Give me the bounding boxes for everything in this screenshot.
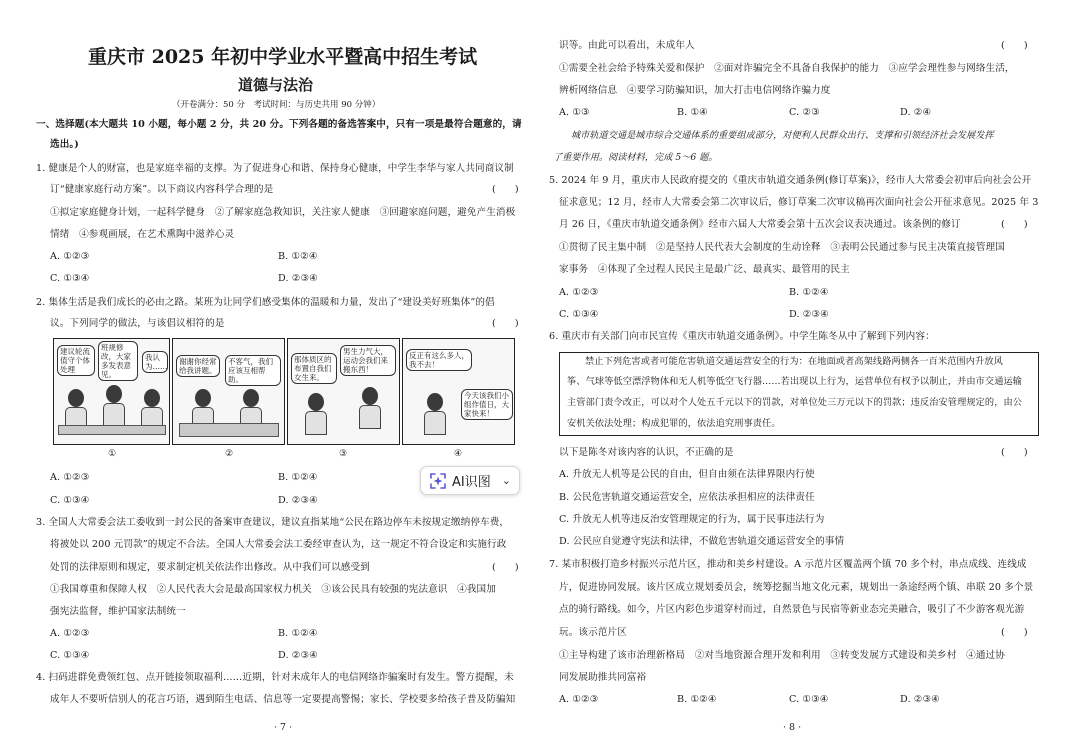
- q7-stem-line1: 7. 某市积极打造乡村振兴示范片区，推动和美乡村建设。A 示范片区覆盖两个镇 70 多个村，串点成线、连线成: [549, 559, 1027, 570]
- page-number-right: · 8 ·: [783, 722, 802, 733]
- student-figure-head: [144, 389, 160, 407]
- material-intro-line2: 了重要作用。阅读材料，完成 5～6 题。: [553, 152, 718, 163]
- student-figure-head: [362, 387, 378, 405]
- q4-options-line2: 辨析网络信息 ④要学习防骗知识，加大打击电信网络诈骗力度: [559, 85, 831, 96]
- comic-panel-1: [53, 338, 170, 445]
- student-figure-head: [68, 389, 84, 407]
- panel3-bubble-b: 男生力气大，运动会我们来搬东西！: [340, 345, 396, 376]
- q4-choice-d: D. ②④: [900, 107, 932, 118]
- regulation-line1: 禁止下列危害或者可能危害轨道交通运营安全的行为：在地面或者高架线路两侧各一百米范围内升放风: [585, 356, 1003, 367]
- panel-number-3: ③: [339, 449, 348, 459]
- panel1-bubble-a: 建议轮流值守个体处理: [57, 345, 95, 376]
- q3-stem-line3: 处罚的法律原则和规定，要求制定机关依法作出修改。从中我们可以感受到: [50, 562, 370, 573]
- q5-options-line2: 家事务 ④体现了全过程人民民主是最广泛、最真实、最管用的民主: [559, 264, 850, 275]
- subject-title: 道德与法治: [238, 76, 314, 94]
- q4-stem-line1: 4. 扫码进群免费领红包、点开链接领取福利……近期，针对未成年人的电信网络诈骗案时有发生。警方提醒，未: [36, 672, 514, 683]
- panel1-bubble-b: 班规修改，大家多发表意见。: [98, 341, 138, 381]
- student-figure-body: [424, 411, 446, 435]
- q5-choice-d: D. ②③④: [789, 309, 829, 320]
- q2-choice-d: D. ②③④: [278, 495, 318, 506]
- student-figure-head: [106, 385, 122, 403]
- q7-choice-d: D. ②③④: [900, 694, 940, 705]
- panel-number-4: ④: [454, 449, 463, 459]
- q2-choice-c: C. ①③④: [50, 495, 90, 506]
- q7-options-line2: 同发展助推共同富裕: [559, 672, 647, 683]
- q1-answer-paren: ( ): [492, 184, 519, 195]
- q3-options-line1: ①我国尊重和保障人权 ②人民代表大会是最高国家权力机关 ③该公民具有较强的宪法意识 ④我国加: [50, 584, 496, 595]
- q5-choice-b: B. ①②④: [789, 287, 829, 298]
- q6-choice-c: C. 升放无人机等违反治安管理规定的行为，属于民事违法行为: [559, 514, 825, 525]
- student-figure-body: [359, 405, 381, 429]
- student-figure-head: [308, 393, 324, 411]
- student-figure-head: [243, 389, 259, 407]
- q7-answer-paren: ( ): [1001, 627, 1028, 638]
- q1-options-line1: ①拟定家庭健身计划，一起科学健身 ②了解家庭急救知识，关注家人健康 ③回避家庭问题，避免产生消极: [50, 207, 516, 218]
- q5-answer-paren: ( ): [1001, 219, 1028, 230]
- panel2-bubble-a: 谢谢你经常给我讲题。: [176, 355, 220, 377]
- regulation-line4: 安机关依法处理；构成犯罪的，依法追究刑事责任。: [567, 418, 781, 429]
- section-header: 一、选择题(本大题共 10 小题，每小题 2 分，共 20 分。下列各题的备选答案中，只有一项是最符合题意的，请: [36, 119, 522, 130]
- q1-choice-d: D. ②③④: [278, 273, 318, 284]
- comic-panel-2: [172, 338, 285, 445]
- q2-stem-line1: 2. 集体生活是我们成长的必由之路。某班为让同学们感受集体的温暖和力量，发出了“建设美好班集体”的倡: [36, 297, 495, 308]
- student-figure-head: [195, 389, 211, 407]
- q3-stem-line2: 将被处以 200 元罚款”的规定不合法。全国人大常委会法工委经审查认为，这一规定不符合设定和实施行政: [50, 539, 507, 550]
- exam-note: （开卷满分：50 分 考试时间：与历史共用 90 分钟）: [172, 100, 381, 110]
- panel-number-1: ①: [108, 449, 117, 459]
- exam-page-right: [545, 0, 1080, 753]
- q3-stem-line1: 3. 全国人大常委会法工委收到一封公民的备案审查建议，建议直指某地“公民在路边停车未按规定缴纳停车费，: [36, 517, 510, 528]
- section-header-cont: 选出。): [50, 139, 79, 150]
- ai-button-label: AI识图: [452, 475, 491, 490]
- q5-stem-line1: 5. 2024 年 9 月，重庆市人民政府提交的《重庆市轨道交通条例(修订草案)》，经市人大常委会初审后向社会公开: [549, 175, 1032, 186]
- q4-options-line1: ①需要全社会给予特殊关爱和保护 ②面对诈骗完全不具备自我保护的能力 ③应学会理性参与网络生活，: [559, 63, 1015, 74]
- q1-options-line2: 情绪 ④参观画展，在艺术熏陶中滋养心灵: [50, 229, 235, 240]
- regulation-line2: 筝、气球等低空漂浮物体和无人机等低空飞行器……若出现以上行为，运营单位有权予以制止，并由市交通运输: [567, 376, 1023, 387]
- q1-choice-a: A. ①②③: [50, 251, 90, 262]
- desk: [179, 423, 279, 437]
- q6-question: 以下是陈冬对该内容的认识，不正确的是: [559, 447, 734, 458]
- q4-choice-a: A. ①③: [559, 107, 590, 118]
- q5-choice-c: C. ①③④: [559, 309, 599, 320]
- q4-answer-paren: ( ): [1001, 40, 1028, 51]
- q1-choice-b: B. ①②④: [278, 251, 318, 262]
- exam-title: 重庆市 2025 年初中学业水平暨高中招生考试: [88, 46, 478, 68]
- panel-number-2: ②: [225, 449, 234, 459]
- q7-stem-line4: 玩。该示范片区: [559, 627, 627, 638]
- q7-choice-b: B. ①②④: [677, 694, 717, 705]
- student-figure-head: [427, 393, 443, 411]
- student-figure-body: [305, 411, 327, 435]
- q4-choice-c: C. ②③: [789, 107, 820, 118]
- q1-choice-c: C. ①③④: [50, 273, 90, 284]
- material-intro-line1: 城市轨道交通是城市综合交通体系的重要组成部分，对便利人民群众出行、支撑和引领经济社会发展发挥: [571, 130, 994, 141]
- q4-choice-b: B. ①④: [677, 107, 708, 118]
- comic-panel-3: [287, 338, 400, 445]
- chevron-down-icon[interactable]: ⌄: [501, 474, 511, 487]
- panel2-bubble-b: 不客气，我们应该互相帮助。: [225, 355, 281, 386]
- q3-choice-c: C. ①③④: [50, 650, 90, 661]
- panel4-bubble-b: 今天该我们小组作值日，大家快来！: [461, 389, 513, 420]
- q5-stem-line2: 征求意见；12 月，经市人大常委会第二次审议后，修订草案二次审议稿再次面向社会公开征求意见。2025 年 3: [559, 197, 1039, 208]
- q7-options-line1: ①主导构建了该市治理新格局 ②对当地资源合理开发和利用 ③转变发展方式建设和美乡村 ④通过协: [559, 650, 1005, 661]
- q7-stem-line3: 点的骑行路线。如今，片区内彩色步道穿村而过，自然景色与民宿等新业态完美融合，吸引了不少游客观光游: [559, 604, 1025, 615]
- ai-image-recognition-button[interactable]: [420, 466, 520, 495]
- q2-stem-line2: 议。下列同学的做法，与该倡议相符的是: [50, 318, 225, 329]
- q5-stem-line3: 月 26 日，《重庆市轨道交通条例》经市六届人大常委会第十五次会议表决通过。该条例的修订: [559, 219, 961, 230]
- comic-panel-4: [402, 338, 515, 445]
- panel1-bubble-c: 我认为……: [142, 351, 168, 373]
- q7-choice-c: C. ①③④: [789, 694, 829, 705]
- q7-choice-a: A. ①②③: [559, 694, 599, 705]
- q2-choice-b: B. ①②④: [278, 472, 318, 483]
- q4-stem-line2: 成年人不要听信别人的花言巧语，遇到陌生电话、信息等一定要提高警惕；家长、学校要多给孩子普及防骗知: [50, 694, 516, 705]
- desk: [58, 425, 166, 435]
- q3-choice-d: D. ②③④: [278, 650, 318, 661]
- q6-choice-d: D. 公民应自觉遵守宪法和法律，不做危害轨道交通运营安全的事情: [559, 536, 845, 547]
- q6-choice-b: B. 公民危害轨道交通运营安全，应依法承担相应的法律责任: [559, 492, 815, 503]
- sparkle-scan-icon: [429, 472, 447, 490]
- panel4-bubble-a: 反正有这么多人，我不去！: [406, 349, 472, 371]
- q3-choice-b: B. ①②④: [278, 628, 318, 639]
- q3-answer-paren: ( ): [492, 562, 519, 573]
- q2-answer-paren: ( ): [492, 318, 519, 329]
- q3-options-line2: 强宪法监督，维护国家法制统一: [50, 606, 186, 617]
- q5-choice-a: A. ①②③: [559, 287, 599, 298]
- panel3-bubble-a: 那体质区的布置自我们女生来。: [291, 353, 337, 384]
- q1-stem-line2: 订“健康家庭行动方案”。以下商议内容科学合理的是: [50, 184, 274, 195]
- q3-choice-a: A. ①②③: [50, 628, 90, 639]
- q2-choice-a: A. ①②③: [50, 472, 90, 483]
- q7-stem-line2: 片，促进协同发展。该片区成立规划委员会，统筹挖掘当地文化元素，规划出一条途经两个镇、串联 20 多个景: [559, 582, 1034, 593]
- regulation-line3: 主管部门责令改正，可以对个人处五千元以下的罚款，对单位处三万元以下的罚款；违反治安管理规定的，由公: [567, 397, 1023, 408]
- page-number-left: · 7 ·: [274, 722, 293, 733]
- q4-stem-cont: 识等。由此可以看出，未成年人: [559, 40, 695, 51]
- student-figure-body: [103, 403, 125, 427]
- q6-answer-paren: ( ): [1001, 447, 1028, 458]
- q1-stem-line1: 1. 健康是个人的财富，也是家庭幸福的支撑。为了促进身心和谐、保持身心健康，中学生李华与家人共同商议制: [36, 163, 514, 174]
- q5-options-line1: ①贯彻了民主集中制 ②是坚持人民代表大会制度的生动诠释 ③表明公民通过参与民主决策直接管理国: [559, 242, 1005, 253]
- q6-stem: 6. 重庆市有关部门向市民宣传《重庆市轨道交通条例》。中学生陈冬从中了解到下列内容：: [549, 331, 935, 342]
- q6-choice-a: A. 升放无人机等是公民的自由，但自由须在法律界限内行使: [559, 469, 815, 480]
